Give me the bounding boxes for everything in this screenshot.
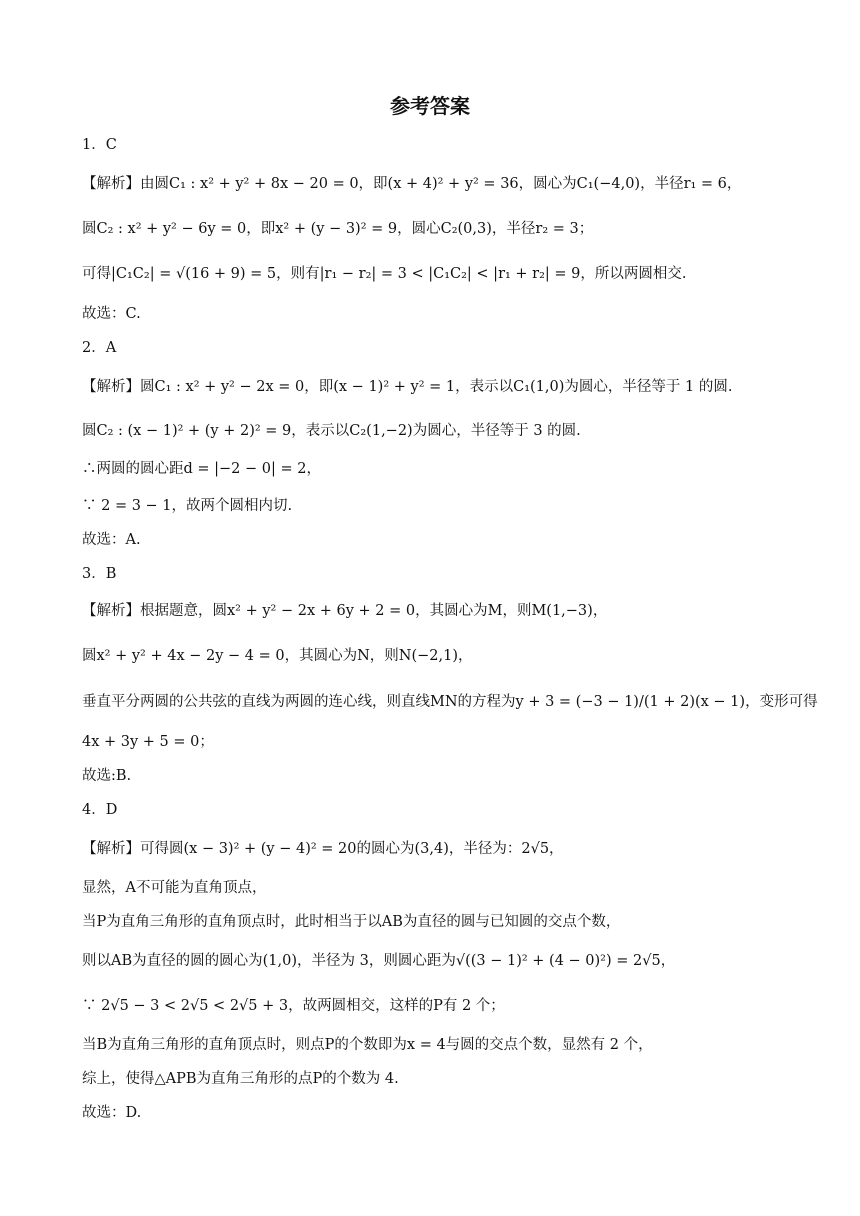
answer-1-header: 1．C xyxy=(82,137,117,153)
answer-1-line-1: 【解析】由圆C₁ : x² + y² + 8x − 20 = 0，即(x + 4)² + y² = 36，圆心为C₁(−4,0)，半径r₁ = 6， xyxy=(82,176,742,192)
answer-3-line-2: 圆x² + y² + 4x − 2y − 4 = 0，其圆心为N，则N(−2,1)， xyxy=(82,648,473,664)
answer-4-header: 4．D xyxy=(82,802,118,818)
answer-3-header: 3．B xyxy=(82,566,117,582)
answer-2-line-1: 【解析】圆C₁ : x² + y² − 2x = 0，即(x − 1)² + y² = 1，表示以C₁(1,0)为圆心，半径等于 1 的圆. xyxy=(82,379,733,395)
answer-3-line-1: 【解析】根据题意，圆x² + y² − 2x + 6y + 2 = 0，其圆心为M，则M(1,−3)， xyxy=(82,603,608,619)
answer-4-line-1: 【解析】可得圆(x − 3)² + (y − 4)² = 20的圆心为(3,4)，半径为：2√5， xyxy=(82,841,564,857)
answer-4-line-5: ∵ 2√5 − 3 < 2√5 < 2√5 + 3，故两圆相交，这样的P有 2 个； xyxy=(82,998,505,1014)
answer-3-line-4: 4x + 3y + 5 = 0； xyxy=(82,734,214,750)
answer-2-line-4: ∵ 2 = 3 − 1，故两个圆相内切. xyxy=(82,498,293,514)
answer-1-line-4: 故选：C. xyxy=(82,306,141,322)
answer-4-line-7: 综上，使得△APB为直角三角形的点P的个数为 4. xyxy=(82,1071,399,1087)
answer-4-line-3: 当P为直角三角形的直角顶点时，此时相当于以AB为直径的圆与已知圆的交点个数， xyxy=(82,914,621,930)
answer-4-line-6: 当B为直角三角形的直角顶点时，则点P的个数即为x = 4与圆的交点个数，显然有 2 个， xyxy=(82,1037,653,1053)
answer-2-line-2: 圆C₂ : (x − 1)² + (y + 2)² = 9，表示以C₂(1,−2)为圆心，半径等于 3 的圆. xyxy=(82,423,581,439)
answer-3-line-5: 故选:B. xyxy=(82,768,132,784)
answer-4-line-2: 显然，A不可能为直角顶点， xyxy=(82,880,267,896)
answer-1-line-2: 圆C₂ : x² + y² − 6y = 0，即x² + (y − 3)² = 9，圆心C₂(0,3)，半径r₂ = 3； xyxy=(82,221,594,237)
answer-1-line-3: 可得|C₁C₂| = √(16 + 9) = 5，则有|r₁ − r₂| = 3 < |C₁C₂| < |r₁ + r₂| = 9，所以两圆相交. xyxy=(82,266,687,282)
answer-2-header: 2．A xyxy=(82,340,117,356)
page-title: 参考答案 xyxy=(390,94,470,118)
answer-2-line-5: 故选：A. xyxy=(82,532,141,548)
answer-3-line-3: 垂直平分两圆的公共弦的直线为两圆的连心线，则直线MN的方程为y + 3 = (−3 − 1)/(1 + 2)(x − 1)，变形可得 xyxy=(82,694,818,710)
answer-4-line-8: 故选：D. xyxy=(82,1105,142,1121)
answer-4-line-4: 则以AB为直径的圆的圆心为(1,0)，半径为 3，则圆心距为√((3 − 1)² + (4 − 0)²) = 2√5， xyxy=(82,953,676,969)
answer-2-line-3: ∴两圆的圆心距d = |−2 − 0| = 2， xyxy=(82,461,321,477)
